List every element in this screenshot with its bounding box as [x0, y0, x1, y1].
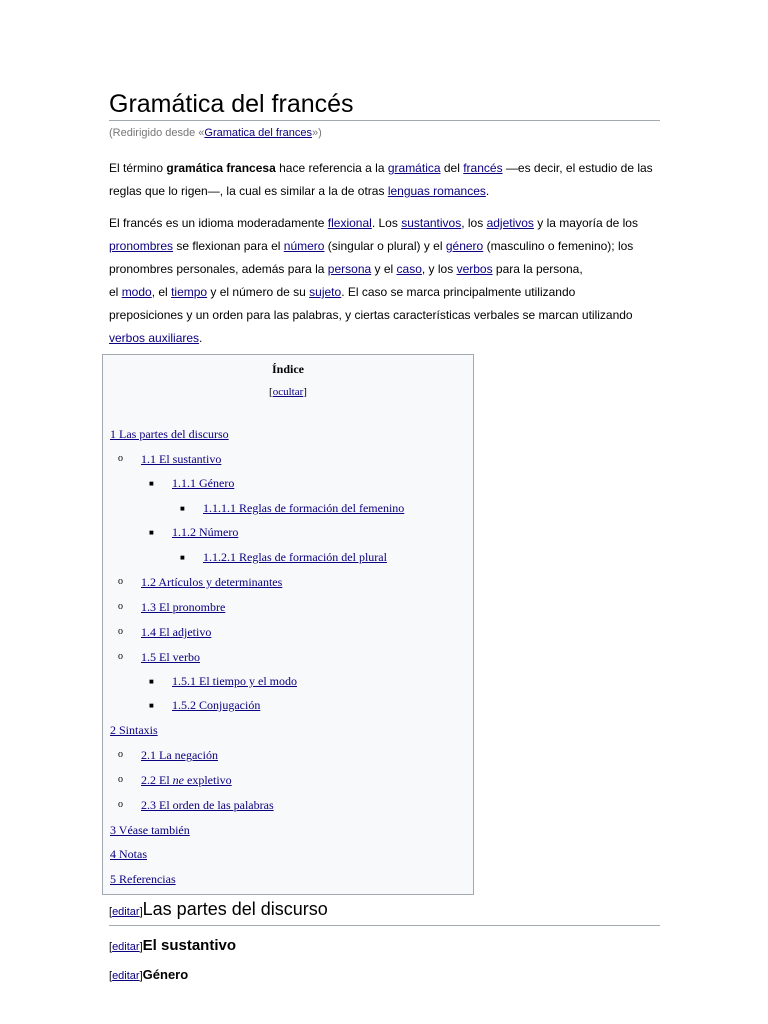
text: y el número de su — [207, 285, 310, 299]
link-genero[interactable]: género — [445, 239, 484, 253]
link-adjetivos[interactable]: adjetivos — [486, 216, 534, 230]
toc-item[interactable]: 3 Véase también — [110, 823, 190, 837]
toc-list — [103, 355, 473, 894]
link-numero[interactable]: número — [283, 239, 325, 253]
bracket: ] — [303, 386, 307, 398]
circle-bullet-icon: o — [118, 651, 123, 662]
edit-link[interactable]: editar — [112, 941, 140, 953]
toc-item[interactable]: 1.5.1 El tiempo y el modo — [172, 674, 297, 688]
section-heading-partes — [109, 898, 660, 926]
bracket: [ — [109, 941, 113, 953]
section-heading-sustantivo — [109, 936, 236, 957]
intro-paragraph-2 — [109, 212, 649, 350]
link-modo[interactable]: modo — [121, 285, 152, 299]
redirect-link[interactable]: Gramatica del frances — [204, 127, 312, 139]
intro-paragraph-1 — [109, 157, 664, 203]
link-verbos[interactable]: verbos — [456, 262, 493, 276]
bracket: [ — [109, 906, 113, 918]
toc-item[interactable]: 1.1.2.1 Reglas de formación del plural — [203, 550, 387, 564]
toc-title: Índice — [271, 362, 304, 376]
text: el — [109, 285, 122, 299]
toc-item[interactable]: 1.1.1.1 Reglas de formación del femenino — [203, 501, 405, 515]
bracket: ] — [139, 970, 143, 982]
toc-item[interactable]: 1.1.2 Número — [172, 525, 239, 539]
link-lenguas-romances[interactable]: lenguas romances — [387, 184, 486, 198]
edit-link[interactable]: editar — [112, 970, 140, 982]
toc-item[interactable] — [141, 773, 232, 787]
toc-item[interactable]: 1.1.1 Género — [172, 476, 235, 490]
toc-item[interactable]: 5 Referencias — [110, 872, 176, 886]
redirect-suffix: ») — [312, 127, 322, 139]
square-bullet-icon: ■ — [149, 701, 154, 710]
circle-bullet-icon: o — [118, 576, 123, 587]
text: El francés es un idioma moderadamente — [109, 216, 328, 230]
text: —es decir, el estudio de las reglas que lo rigen—, la cual es similar a la de otras — [109, 161, 653, 198]
edit-link-wrapper — [109, 970, 143, 982]
bracket: ] — [139, 941, 143, 953]
bracket: [ — [269, 386, 273, 398]
circle-bullet-icon: o — [118, 774, 123, 785]
text: , y los — [421, 262, 457, 276]
square-bullet-icon: ■ — [149, 528, 154, 537]
toc-item-text: 2.2 El — [141, 773, 173, 787]
toc-item-text: expletivo — [184, 773, 232, 787]
bracket: ] — [139, 906, 143, 918]
edit-link[interactable]: editar — [112, 906, 140, 918]
edit-link-wrapper — [109, 941, 143, 953]
toc-item[interactable]: 1 Las partes del discurso — [110, 427, 229, 441]
toc-item[interactable]: 2 Sintaxis — [110, 723, 158, 737]
text: . — [199, 331, 203, 345]
square-bullet-icon: ■ — [180, 504, 185, 513]
bracket: [ — [109, 970, 113, 982]
link-pronombres[interactable]: pronombres — [109, 239, 174, 253]
link-tiempo[interactable]: tiempo — [171, 285, 208, 299]
section-title: Género — [142, 967, 189, 982]
text: para la persona, — [492, 262, 583, 276]
edit-link-wrapper — [109, 906, 143, 918]
toc-item[interactable]: 2.1 La negación — [141, 748, 218, 762]
toc-item-emphasis: ne — [172, 773, 184, 787]
toc-item[interactable]: 2.3 El orden de las palabras — [141, 798, 274, 812]
text: , el — [151, 285, 172, 299]
text: . El caso se marca principalmente utilizando preposiciones y un orden para las palabras, y ciertas características verbales se marcan utilizando — [109, 285, 633, 322]
toc-hide-link[interactable]: ocultar — [272, 386, 304, 398]
link-verbos-auxiliares[interactable]: verbos auxiliares — [109, 331, 200, 345]
text: se flexionan para el — [173, 239, 284, 253]
redirect-notice — [109, 126, 322, 140]
text: , los — [461, 216, 487, 230]
section-title: El sustantivo — [142, 937, 237, 954]
redirect-prefix: (Redirigido desde « — [109, 127, 205, 139]
link-sustantivos[interactable]: sustantivos — [401, 216, 462, 230]
text: y el — [371, 262, 397, 276]
toc-item[interactable]: 1.5.2 Conjugación — [172, 698, 261, 712]
text: del — [440, 161, 464, 175]
text: hace referencia a la — [275, 161, 388, 175]
square-bullet-icon: ■ — [180, 553, 185, 562]
circle-bullet-icon: o — [118, 453, 123, 464]
toc-item[interactable]: 1.1 El sustantivo — [141, 452, 222, 466]
circle-bullet-icon: o — [118, 799, 123, 810]
circle-bullet-icon: o — [118, 749, 123, 760]
toc-item[interactable]: 1.3 El pronombre — [141, 600, 226, 614]
table-of-contents — [102, 354, 474, 895]
text: . — [485, 184, 490, 198]
text: (masculino o femenino); los pronombres personales, además para la — [109, 239, 634, 276]
toc-item[interactable]: 1.5 El verbo — [141, 650, 200, 664]
link-flexional[interactable]: flexional — [327, 216, 372, 230]
text: y la mayoría de los — [533, 216, 638, 230]
square-bullet-icon: ■ — [149, 479, 154, 488]
toc-item[interactable]: 4 Notas — [110, 847, 147, 861]
text: . Los — [371, 216, 402, 230]
section-title: Las partes del discurso — [142, 899, 328, 919]
link-persona[interactable]: persona — [327, 262, 372, 276]
link-frances[interactable]: francés — [463, 161, 503, 175]
toc-item[interactable]: 1.4 El adjetivo — [141, 625, 212, 639]
circle-bullet-icon: o — [118, 601, 123, 612]
square-bullet-icon: ■ — [149, 677, 154, 686]
circle-bullet-icon: o — [118, 626, 123, 637]
text: El término — [109, 161, 167, 175]
bold-term: gramática francesa — [166, 161, 276, 175]
toc-item[interactable]: 1.2 Artículos y determinantes — [141, 575, 283, 589]
text: (singular o plural) y el — [324, 239, 446, 253]
section-heading-genero — [109, 966, 188, 985]
link-caso[interactable]: caso — [396, 262, 422, 276]
page-title: Gramática del francés — [109, 88, 660, 121]
link-gramatica[interactable]: gramática — [387, 161, 441, 175]
link-sujeto[interactable]: sujeto — [309, 285, 342, 299]
